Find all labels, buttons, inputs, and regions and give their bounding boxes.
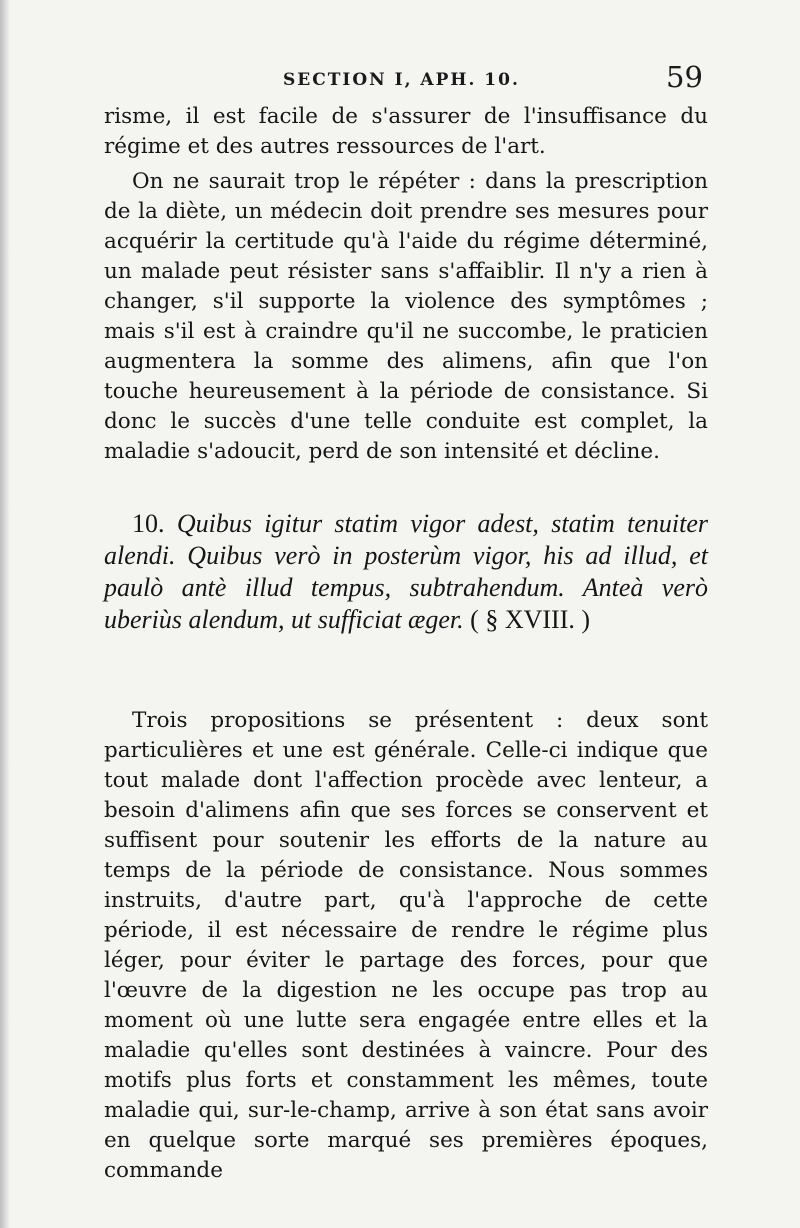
aphorism-latin-block — [104, 508, 708, 636]
page-header — [0, 56, 800, 106]
paragraph-diet-prescription: On ne saurait trop le répéter : dans la prescription de la diète, un médecin doit prendre ses mesures pour acquérir la certitude qu'à l'aide du régime déterminé, un malade peut résister sans s'affaiblir. Il n'y a rien à changer, s'il supporte la violence des symptômes ; mais s'il est à craindre qu'il ne succombe, le praticien augmentera la somme des alimens, afin que l'on touche heureusement à la période de consistance. Si donc le succès d'une telle conduite est complet, la maladie s'adoucit, perd de son intensité et décline. — [104, 169, 708, 464]
page-edge-shadow — [0, 0, 10, 1228]
paragraph-three-propositions: Trois propositions se présentent : deux sont particulières et une est générale. Celle-ci indique que tout malade dont l'affection procède avec lenteur, a besoin d'alimens afin que ses forces se conservent et suffisent pour soutenir les efforts de la nature au temps de la période de consistance. Nous sommes instruits, d'autre part, qu'à l'approche de cette période, il est nécessaire de rendre le régime plus léger, pour éviter le partage des forces, pour que l'œuvre de la digestion ne les occupe pas trop au moment où une lutte sera engagée entre elles et la maladie qu'elles sont destinées à vaincre. Pour des motifs plus forts et constamment les mêmes, toute maladie qui, sur-le-champ, arrive à son état sans avoir en quelque sorte marqué ses premières époques, commande — [104, 708, 708, 1183]
page-number: 59 — [666, 60, 703, 94]
paragraph-continuation: risme, il est facile de s'assurer de l'insuffisance du régime et des autres ressources de l'art. — [104, 104, 708, 159]
aphorism-reference: ( § XVIII. ) — [470, 605, 591, 634]
aphorism-latin-text: Quibus igitur statim vigor adest, statim tenuiter alendi. Quibus verò in posterùm vigor, his ad illud, et paulò antè illud tempus, subtrahendum. Anteà verò uberiùs alendum, ut sufficiat æger. — [104, 509, 709, 634]
aphorism-number: 10. — [132, 509, 165, 538]
running-head: SECTION I, APH. 10. — [283, 70, 520, 90]
